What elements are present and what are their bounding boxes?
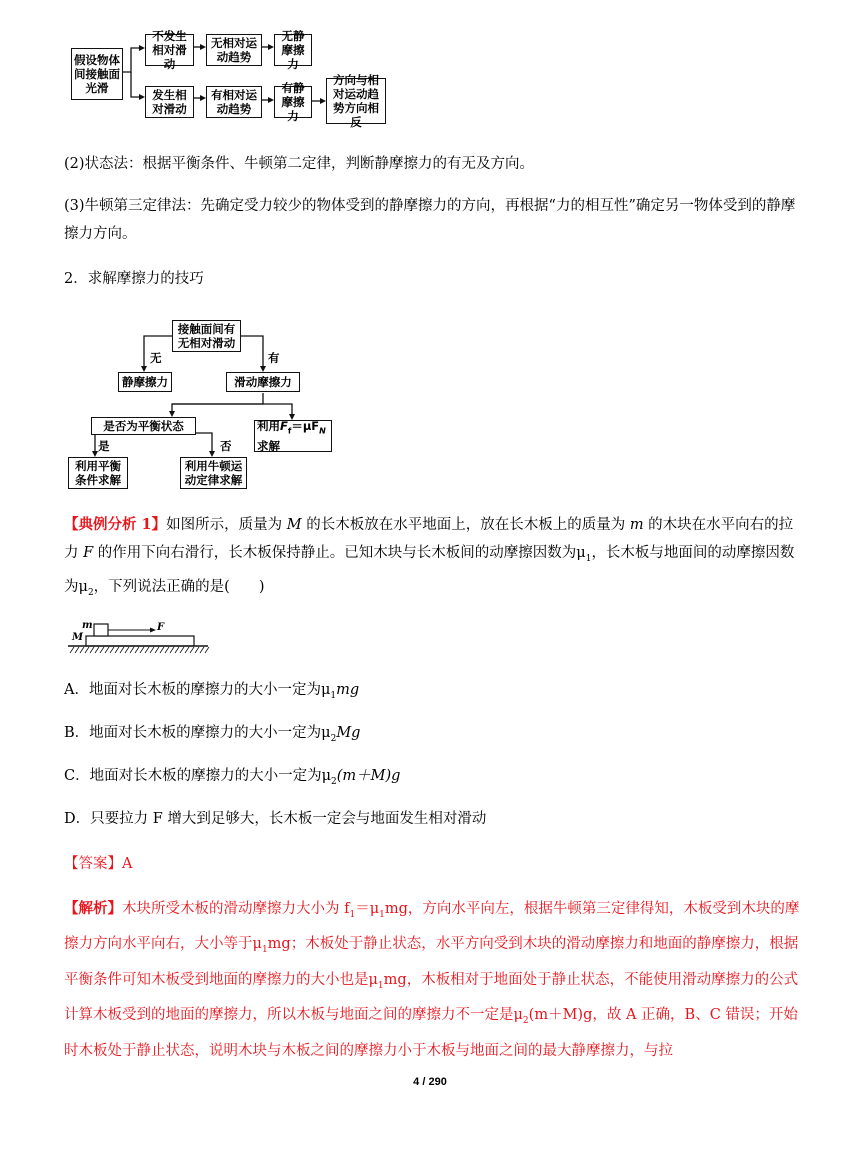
flow2-top-box: 接触面间有无相对滑动	[172, 320, 241, 352]
flow2-use-balance-box: 利用平衡条件求解	[68, 457, 128, 489]
option-b: B．地面对长木板的摩擦力的大小一定为$\mu_2Mg$	[64, 725, 361, 744]
flow1-row1-box3: 无静摩擦力	[274, 34, 312, 66]
flow2-formula-post: 求解	[257, 438, 280, 453]
flow1-row2-box2: 有相对运动趋势	[206, 86, 262, 118]
flow2-balance-box: 是否为平衡状态	[91, 417, 196, 435]
answer: 【答案】A	[64, 856, 133, 872]
flow1-row2-box1: 发生相对滑动	[145, 86, 194, 118]
flow1-row2-box4: 方向与相对运动趋势方向相反	[326, 78, 386, 124]
example-label: 【典例分析 1】	[64, 516, 167, 533]
page-number: 4 / 290	[413, 1076, 447, 1088]
figure-label-m: m	[82, 620, 93, 631]
paragraph-state-method: (2)状态法：根据平衡条件、牛顿第二定律，判断静摩擦力的有无及方向。	[64, 156, 535, 172]
option-c: C．地面对长木板的摩擦力的大小一定为$\mu_2(m+M)g$	[64, 768, 401, 787]
flow2-label-is: 是	[98, 439, 110, 453]
analysis-label: 【解析】	[64, 900, 122, 917]
flow2-static-box: 静摩擦力	[118, 372, 172, 392]
option-d: D．只要拉力 F 增大到足够大，长木板一定会与地面发生相对滑动	[64, 811, 487, 827]
flow2-label-no: 无	[150, 351, 162, 365]
flow2-label-not: 否	[220, 439, 232, 453]
paragraph-newton-third-law-method: (3)牛顿第三定律法：先确定受力较少的物体受到的静摩擦力的方向，再根据“力的相互性”确定另一物体受到的静摩擦力方向。	[64, 198, 796, 242]
flow2-formula: 利用$F_f=\mu F_N$	[257, 419, 326, 436]
heading-friction-techniques: 2．求解摩擦力的技巧	[64, 271, 204, 287]
flow2-kinetic-box: 滑动摩擦力	[226, 372, 300, 392]
flow1-row2-box3: 有静摩擦力	[274, 86, 312, 118]
flow1-start-box: 假设物体间接触面光滑	[71, 48, 123, 100]
figure-label-F: F	[157, 622, 165, 633]
flow2-use-newton-box: 利用牛顿运动定律求解	[180, 457, 247, 489]
flow1-row1-box1: 不发生相对滑动	[145, 34, 194, 66]
flow1-row1-box2: 无相对运动趋势	[206, 34, 262, 66]
option-a: A．地面对长木板的摩擦力的大小一定为$\mu_1mg$	[64, 682, 360, 701]
example-question: 【典例分析 1】如图所示，质量为 M 的长木板放在水平地面上，放在长木板上的质量为 m 的木块在水平向右的拉力 F 的作用下向右滑行，长木板保持静止。已知木块与长木板间的动摩擦因数为$\mu_1$，长木板与地面间的动摩擦因数为$\mu_2$，下列说法正确的是( )	[64, 516, 795, 598]
analysis-text: 【解析】木块所受木板的滑动摩擦力大小为 $f_1=\mu_1mg$，方向水平向左，根据牛顿第三定律得知，木板受到木块的摩擦力方向水平向右，大小等于$\mu_1mg$；木板处于静止状态，水平方向受到木块的滑动摩擦力和地面的静摩擦力，根据平衡条件可知木板受到地面的摩擦力的大小也是$\mu_1mg$，木板相对于地面处于静止状态，不能使用滑动摩擦力的公式计算木板受到的地面的摩擦力，所以木板与地面之间的摩擦力不一定是$\mu_2(m+M)g$，故 A 正确，B、C 错误；开始时木板处于静止状态，说明木块与木板之间的摩擦力小于木板与地面之间的最大静摩擦力，与拉	[64, 900, 800, 1059]
flow2-label-yes: 有	[268, 351, 280, 365]
figure-label-M: M	[72, 632, 84, 643]
